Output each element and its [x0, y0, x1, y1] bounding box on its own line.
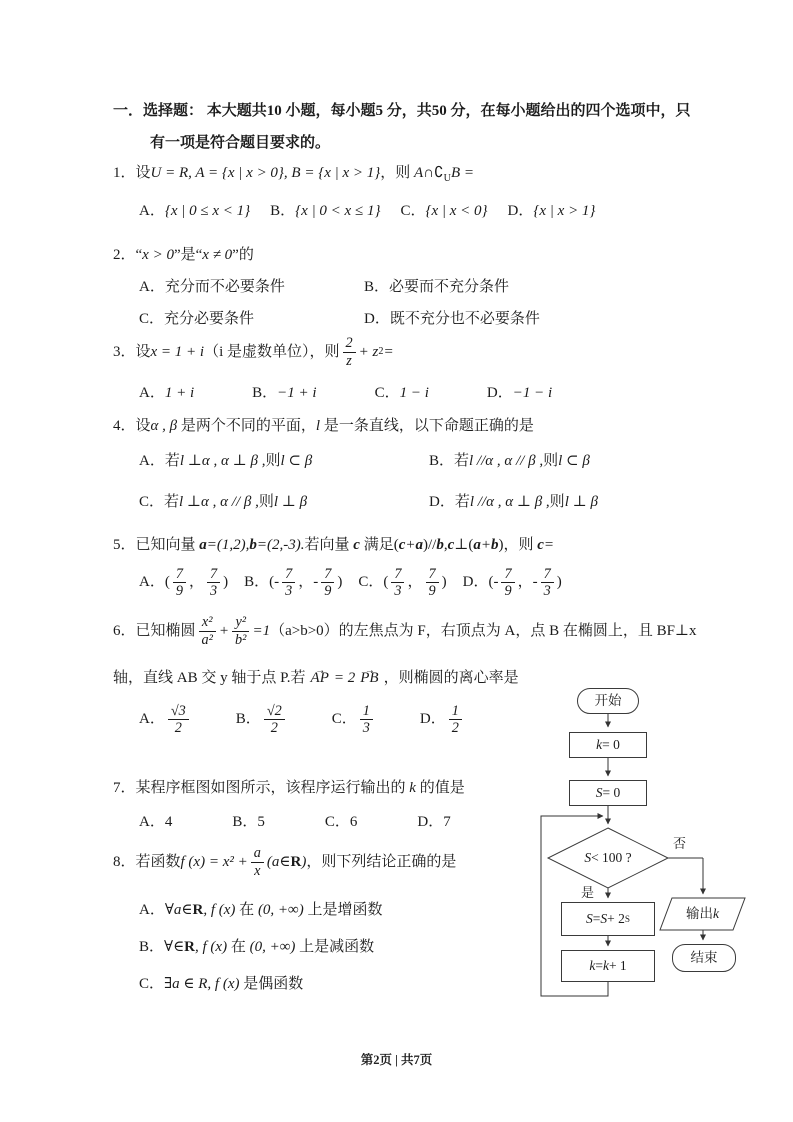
fraction: $\frac{7}{9}$ — [501, 566, 514, 600]
question-7-option-a: A．4 — [139, 814, 173, 830]
fraction: $\frac{7}{3}$ — [541, 566, 554, 600]
question-4-option-c: C．若 l ⊥α , α // β , 则 l ⊥ β — [139, 494, 308, 510]
fraction: $\frac{7}{9}$ — [173, 566, 186, 600]
flowchart-accumulate-node: S = S + 2 S — [561, 902, 655, 936]
question-7-option-b: B．5 — [232, 814, 265, 830]
page-footer: 第2页 | 共7页 — [360, 1053, 433, 1067]
question-6-stem-line2: 轴，直线 AB 交 y 轴于点 P.若 AP → = 2 PB → ，则椭圆的离心率是 — [113, 668, 753, 689]
question-3-option-b: B． −1 + i — [252, 385, 317, 401]
question-7-option-d: D．7 — [417, 814, 451, 830]
question-1-option-c: C． {x | x < 0} — [400, 203, 488, 219]
fraction: $\frac{7}{9}$ — [321, 566, 334, 600]
question-5-option-a: A．( $\frac{7}{9}$ ， $\frac{7}{3}$ ) — [139, 566, 229, 600]
question-2-option-c: C．充分必要条件 — [139, 311, 255, 327]
fraction: $\frac{√3}{2}$ — [168, 703, 189, 737]
question-8-option-c: C．∃a ∈ R, f (x) 是偶函数 — [139, 976, 304, 992]
question-2-options — [113, 277, 753, 330]
question-8-option-b: B．∀∈R, f (x) 在 (0, +∞) 上是减函数 — [139, 939, 375, 955]
vector-arrow: AP → — [309, 668, 331, 689]
question-2-stem: 2．“x > 0”是“x ≠ 0”的 — [113, 247, 254, 263]
section-title — [113, 95, 713, 159]
question-8-option-a: A．∀a∈R, f (x) 在 (0, +∞) 上是增函数 — [139, 902, 383, 918]
fraction: $\frac{\text{y²}}{\text{b²}}$ — [232, 614, 249, 648]
fraction: $\frac{7}{3}$ — [207, 566, 220, 600]
question-1-option-d: D． {x | x > 1} — [507, 203, 596, 219]
question-4-options — [113, 451, 753, 513]
flowchart-init-k-node: k = 0 — [569, 732, 647, 758]
fraction: $\frac{√2}{2}$ — [264, 703, 285, 737]
question-4 — [113, 416, 753, 513]
fraction: $\frac{1}{3}$ — [360, 703, 373, 737]
question-4-stem: 4．设α , β 是两个不同的平面，l 是一条直线，以下命题正确的是 — [113, 418, 534, 434]
flowchart-yes-label: 是 — [581, 885, 595, 900]
fraction: $\frac{\text{x²}}{\text{a²}}$ — [199, 614, 216, 648]
program-flowchart — [533, 680, 768, 1010]
fraction: $\frac{a}{x}$ — [251, 845, 264, 879]
flowchart-init-s-node: S = 0 — [569, 780, 647, 806]
question-7-option-c: C．6 — [324, 814, 358, 830]
flowchart-increment-node: k = k + 1 — [561, 950, 655, 982]
fraction: $\frac{7}{3}$ — [391, 566, 404, 600]
flowchart-start-node: 开始 — [577, 688, 639, 714]
question-2 — [113, 245, 753, 330]
question-4-option-b: B．若 l //α , α // β , 则 l ⊂ β — [429, 453, 590, 469]
flowchart-condition-node: S < 100 ? — [584, 850, 632, 866]
question-6-option-a: A． $\frac{√3}{2}$ — [139, 703, 192, 737]
question-1-option-b: B． {x | 0 < x ≤ 1} — [270, 203, 381, 219]
question-5-options — [113, 566, 753, 600]
question-2-option-a: A．充分而不必要条件 — [139, 279, 285, 295]
section-title-line1: 一．选择题： 本大题共10 小题，每小题5 分，共50 分，在每小题给出的四个选项中，只 — [113, 103, 691, 119]
flowchart-end-node: 结束 — [672, 944, 736, 972]
question-5-option-c: C．( $\frac{7}{3}$ ， $\frac{7}{9}$ ) — [358, 566, 447, 600]
question-3-option-c: C． 1 − i — [374, 385, 429, 401]
question-1-stem: 1．设U = R, A = {x | x > 0}, B = {x | x > 1}，则 $A\cap∁_UB$ = — [113, 165, 475, 184]
question-7 — [113, 778, 533, 833]
question-5-option-d: D．(- $\frac{7}{9}$ ，- $\frac{7}{3}$ ) — [462, 566, 562, 600]
question-8-stem: 8．若函数 f (x) = x² + $\frac{a}{x}$ (a∈ R ) ，则下列结论正确的是 — [113, 845, 457, 879]
question-6-option-b: B． $\frac{√2}{2}$ — [236, 703, 288, 737]
fraction: $\frac{1}{2}$ — [449, 703, 462, 737]
question-1 — [113, 163, 753, 222]
question-3-option-a: A． 1 + i — [139, 385, 195, 401]
question-4-option-a: A．若 l ⊥α , α ⊥ β , 则 l ⊂ β — [139, 453, 313, 469]
flowchart-output-node: 输出 k — [686, 906, 719, 922]
question-2-option-b: B．必要而不充分条件 — [364, 279, 510, 295]
question-6-option-d: D． $\frac{1}{2}$ — [420, 703, 465, 737]
fraction: $\frac{7}{9}$ — [426, 566, 439, 600]
question-3-option-d: D． −1 − i — [486, 385, 553, 401]
fraction: $\frac{7}{3}$ — [282, 566, 295, 600]
question-5-option-b: B．(- $\frac{7}{3}$ ，- $\frac{7}{9}$ ) — [244, 566, 343, 600]
question-6-option-c: C． $\frac{1}{3}$ — [332, 703, 376, 737]
question-7-options — [113, 812, 533, 833]
question-1-options — [113, 201, 753, 222]
question-4-option-d: D．若 l //α , α ⊥ β , 则 l ⊥ β — [429, 494, 598, 510]
question-6-stem-line1: 6．已知椭圆 $\frac{\text{x²}}{\text{a²}}$ + $\frac{\text{y²}}{\text{b²}}$ =1 （a>b>0）的左焦点为 F，右顶点为 A，点 B 在椭圆上，且 BF⊥x — [113, 614, 697, 648]
question-7-stem: 7．某程序框图如图所示，该程序运行输出的 k 的值是 — [113, 780, 465, 796]
question-8 — [113, 840, 533, 995]
question-1-option-a: A． {x | 0 ≤ x < 1} — [139, 203, 251, 219]
question-5 — [113, 535, 753, 600]
question-3 — [113, 330, 753, 404]
flowchart-no-label: 否 — [673, 836, 687, 851]
question-5-stem: 5．已知向量 a=(1,2),b=(2,-3).若向量 c 满足(c+a)//b,c⊥(a+b)，则 c= — [113, 537, 555, 553]
question-3-options — [113, 383, 753, 404]
question-2-option-d: D．既不充分也不必要条件 — [364, 311, 540, 327]
question-3-stem: 3．设 x = 1 + i （i 是虚数单位），则 $\frac{2}{z}$ + z 2 = — [113, 335, 394, 369]
fraction: $\frac{2}{z}$ — [343, 335, 356, 369]
vector-arrow: PB → — [358, 668, 380, 689]
section-title-line2: 有一项是符合题目要求的。 — [150, 135, 331, 151]
